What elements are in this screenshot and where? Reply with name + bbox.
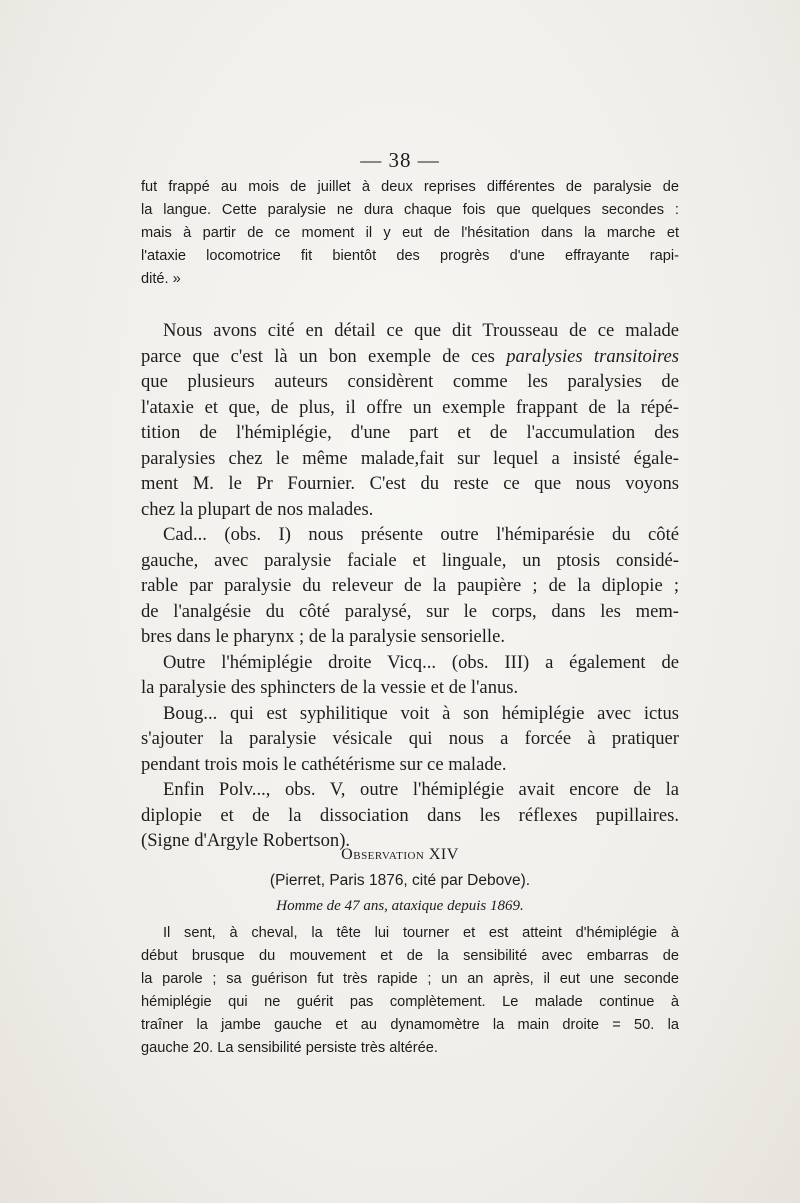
quote-line: dité. » (141, 271, 181, 287)
paragraph-line: Boug... qui est syphilitique voit à son hémiplégie avec ictus (163, 702, 679, 724)
paragraph-line: Enfin Polv..., obs. V, outre l'hémiplégie avait encore de la (163, 779, 679, 800)
paragraph-line: Nous avons cité en détail ce que dit Trousseau de ce malade (163, 320, 679, 341)
paragraph-line: chez la plupart de nos malades. (141, 498, 374, 520)
quote-line: mais à partir de ce moment il y eut de l'hésitation dans la marche et (141, 225, 679, 241)
quote-block (141, 176, 679, 291)
observation-line: hémiplégie qui ne guérit pas complètement. Le malade continue à (141, 994, 679, 1010)
paragraph-line: tition de l'hémiplégie, d'une part et de l'accumulation des (141, 422, 679, 443)
paragraph-line: Cad... (obs. I) nous présente outre l'hémiparésie du côté (163, 524, 679, 545)
quote-line: l'ataxie locomotrice fit bientôt des progrès d'une effrayante rapi- (141, 248, 679, 264)
observation-text (141, 922, 679, 1060)
observation-title: Observation XIV (341, 846, 459, 863)
paragraph-line: pendant trois mois le cathétérisme sur ce malade. (141, 753, 507, 775)
paragraph-line: Outre l'hémiplégie droite Vicq... (obs. III) a également de (163, 651, 679, 673)
paragraph-line: ment M. le Pr Fournier. C'est du reste ce que nous voyons (141, 473, 679, 494)
paragraph-line: gauche, avec paralysie faciale et linguale, un ptosis considé- (141, 549, 679, 571)
paragraph-line: de l'analgésie du côté paralysé, sur le corps, dans les mem- (141, 600, 679, 622)
paragraph-line: que plusieurs auteurs considèrent comme les paralysies de (141, 371, 679, 392)
body-text (141, 318, 679, 854)
paragraph-line: paralysies chez le même malade,fait sur lequel a insisté égale- (141, 447, 679, 469)
paragraph-line: diplopie et de la dissociation dans les réflexes pupillaires. (141, 804, 679, 826)
observation-line: la parole ; sa guérison fut très rapide ; un an après, il eut une seconde (141, 971, 679, 987)
page-number: — 38 — (360, 148, 440, 172)
observation-line: gauche 20. La sensibilité persiste très altérée. (141, 1040, 438, 1056)
paragraph-line: s'ajouter la paralysie vésicale qui nous a forcée à pratiquer (141, 728, 679, 749)
observation-source: (Pierret, Paris 1876, cité par Debove). (269, 872, 531, 889)
quote-line: fut frappé au mois de juillet à deux reprises différentes de paralysie de (141, 179, 679, 195)
paragraph-line: l'ataxie et que, de plus, il offre un exemple frappant de la répé- (141, 396, 679, 418)
emphasis-text: paralysies transitoires (506, 345, 679, 367)
observation-line: Il sent, à cheval, la tête lui tourner et est atteint d'hémiplégie à (163, 925, 679, 941)
paragraph-line: la paralysie des sphincters de la vessie et de l'anus. (141, 677, 519, 698)
paragraph-line: bres dans le pharynx ; de la paralysie sensorielle. (141, 626, 506, 647)
quote-line: la langue. Cette paralysie ne dura chaque fois que quelques secondes : (141, 202, 679, 218)
paragraph-line: (Signe d'Argyle Robertson). (141, 830, 351, 851)
paragraph-line: parce que c'est là un bon exemple de ces paralysies transitoires (141, 345, 679, 367)
observation-line: début brusque du mouvement et de la sensibilité avec embarras de (141, 948, 679, 964)
observation-subtitle: Homme de 47 ans, ataxique depuis 1869. (276, 898, 524, 914)
paragraph-line: rable par paralysie du releveur de la paupière ; de la diplopie ; (141, 575, 679, 596)
observation-line: traîner la jambe gauche et au dynamomètre la main droite = 50. la (141, 1017, 679, 1033)
